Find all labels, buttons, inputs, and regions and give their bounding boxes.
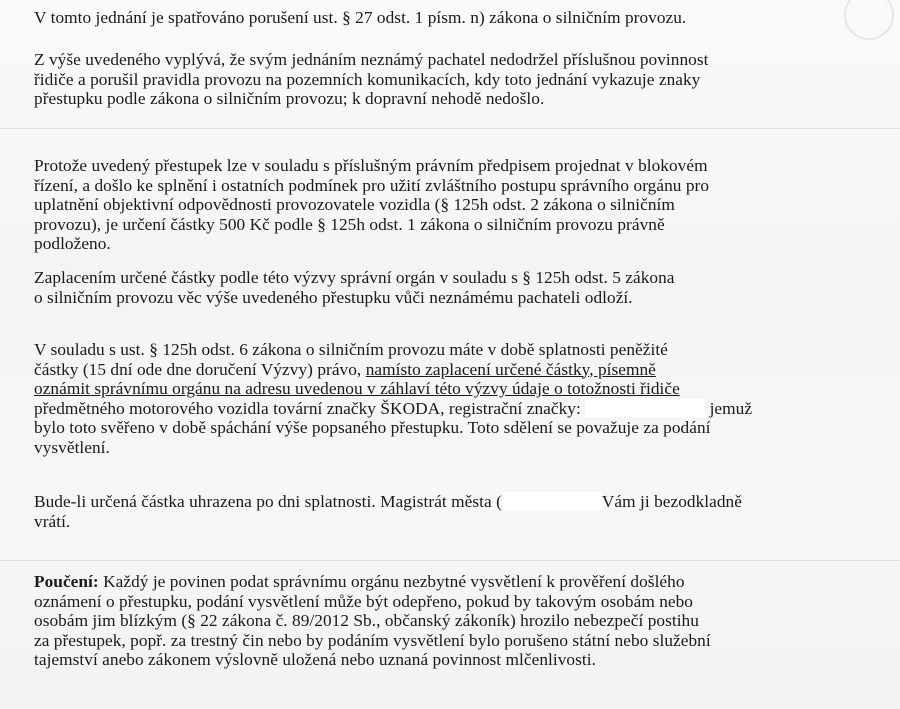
text-line: V souladu s ust. § 125h odst. 6 zákona o silničním provozu máte v době splatnosti peněžité <box>34 340 668 359</box>
paragraph-amount-basis <box>34 156 800 254</box>
text-line: řidiče a porušil pravidla provozu na pozemních komunikacích, kdy toto jednání vykazuje znaky <box>34 69 701 89</box>
text-line: V tomto jednání je spatřováno porušení ust. § 27 odst. 1 písm. n) zákona o silničním provozu. <box>34 8 687 27</box>
text-line: za přestupek, popř. za trestný čin nebo by podáním vysvětlení bylo porušeno státní nebo služební <box>34 630 711 650</box>
text-segment: Bude-li určená částka uhrazena po dni splatnosti. Magistrát města ( <box>34 492 502 511</box>
text-line: Z výše uvedeného vyplývá, že svým jednáním neznámý pachatel nedodržel příslušnou povinnost <box>34 50 709 69</box>
paragraph-payment-effect <box>34 268 800 307</box>
paragraph-late-payment <box>34 492 800 531</box>
text-line <box>34 572 800 592</box>
paragraph-driver-identification <box>34 340 800 457</box>
text-line <box>34 360 800 380</box>
fold-crease <box>0 560 900 561</box>
text-segment: Každý je povinen podat správnímu orgánu nezbytné vysvětlení k prověření došlého <box>103 572 685 591</box>
text-line: o silničním provozu věc výše uvedeného přestupku vůči neznámému pachateli odloží. <box>34 287 633 307</box>
text-line: Zaplacením určené částky podle této výzvy správní orgán v souladu s § 125h odst. 5 zákona <box>34 268 675 287</box>
text-line: provozu), je určení částky 500 Kč podle § 125h odst. 1 zákona o silničním provozu právně <box>34 214 665 234</box>
text-segment: předmětného motorového vozidla tovární značky ŠKODA, registrační značky: <box>34 398 581 418</box>
text-line: oznámení o přestupku, podání vysvětlení může být odepřeno, pokud by takovým osobám nebo <box>34 591 693 611</box>
underlined-text: namísto zaplacení určené částky, písemně <box>365 359 656 379</box>
text-line: řízení, a došlo ke splnění i ostatních podmínek pro užití zvláštního postupu správního orgánu pro <box>34 175 710 195</box>
text-line: tajemství anebo zákonem výslovně uložená nebo uznaná povinnost mlčenlivosti. <box>34 650 596 669</box>
faint-seal-bleed-through <box>844 0 894 40</box>
redacted-city <box>502 492 602 510</box>
text-line: vysvětlení. <box>34 437 110 457</box>
paragraph-instruction <box>34 572 800 670</box>
text-segment: částky (15 dní ode dne doručení Výzvy) právo, <box>34 359 366 379</box>
text-line: přestupku podle zákona o silničním provozu; k dopravní nehodě nedošlo. <box>34 89 545 108</box>
text-line <box>34 492 800 512</box>
text-line <box>34 399 800 419</box>
text-line: osobám jim blízkým (§ 22 zákona č. 89/2012 Sb., občanský zákoník) hrozilo nebezpečí postihu <box>34 611 699 630</box>
instruction-label: Poučení: <box>34 572 99 591</box>
text-line: vrátí. <box>34 511 71 531</box>
text-line: Protože uvedený přestupek lze v souladu s příslušným právním předpisem projednat v blokovém <box>34 156 708 175</box>
text-segment: Vám ji bezodkladně <box>601 492 742 511</box>
fold-crease <box>0 128 900 129</box>
text-line: uplatnění objektivní odpovědnosti provozovatele vozidla (§ 125h odst. 2 zákona o silničním <box>34 195 675 214</box>
text-segment: jemuž <box>709 398 753 418</box>
text-line: bylo toto svěřeno v době spáchání výše popsaného přestupku. Toto sdělení se považuje za podání <box>34 418 711 437</box>
redacted-registration <box>585 399 705 417</box>
text-line: podloženo. <box>34 234 111 253</box>
paragraph-consequence <box>34 50 800 109</box>
underlined-text-line: oznámit správnímu orgánu na adresu uvedenou v záhlaví této výzvy údaje o totožnosti řidiče <box>34 379 680 398</box>
paragraph-violation <box>34 8 800 28</box>
